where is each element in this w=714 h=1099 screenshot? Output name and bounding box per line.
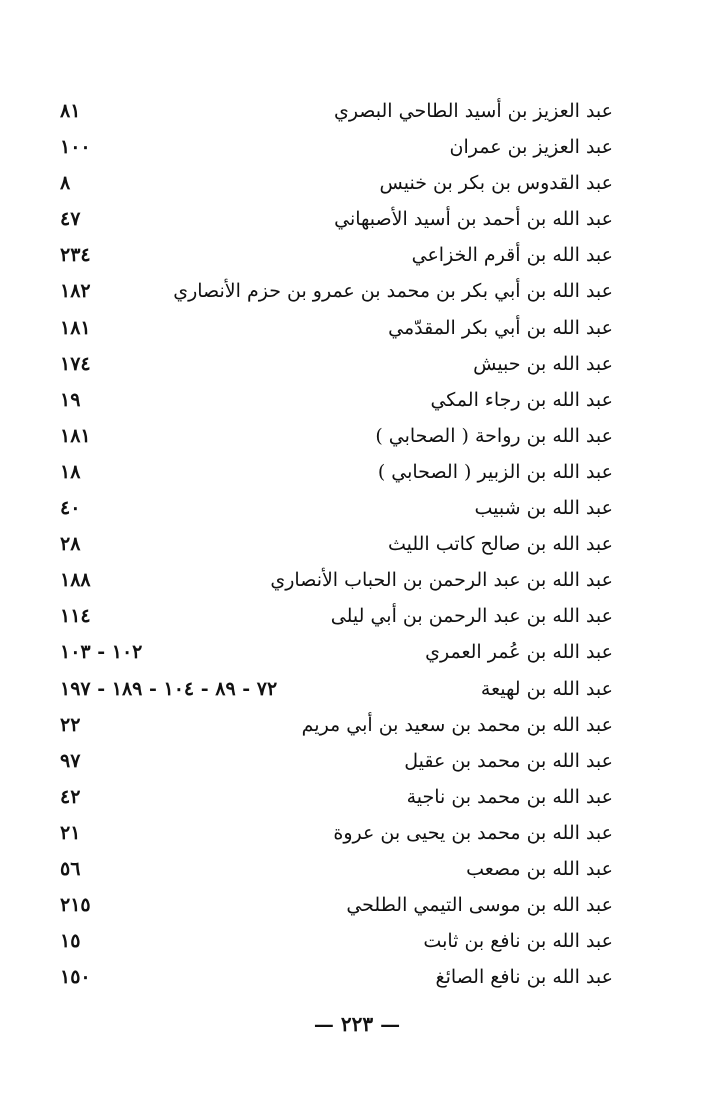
entry-page-numbers: ٧٢ - ٨٩ - ١٠٤ - ١٨٩ - ١٩٧	[60, 677, 278, 700]
entry-name: عبد الله بن حبيش	[473, 352, 613, 375]
index-entry	[60, 310, 613, 346]
entry-page-numbers: ٩٧	[60, 749, 81, 772]
index-entry	[60, 454, 613, 490]
entry-name: عبد الله بن عبد الرحمن بن الحباب الأنصاري	[270, 569, 613, 592]
entry-page-numbers: ١٨٢	[60, 280, 91, 303]
entry-name: عبد الله بن رواحة ( الصحابي )	[375, 424, 613, 447]
index-entry	[60, 671, 613, 707]
entry-name: عبد الله بن محمد بن سعيد بن أبي مريم	[301, 713, 613, 736]
index-entry	[60, 743, 613, 779]
entry-name: عبد الله بن محمد بن ناجية	[406, 785, 613, 808]
index-entries-list	[60, 93, 613, 995]
entry-name: عبد الله بن لهيعة	[480, 677, 613, 700]
entry-name: عبد الله بن أبي بكر المقدّمي	[388, 316, 613, 339]
entry-name: عبد الله بن محمد بن يحيى بن عروة	[333, 821, 613, 844]
entry-page-numbers: ٢٣٤	[60, 244, 91, 267]
index-entry	[60, 346, 613, 382]
entry-name: عبد الله بن أحمد بن أسيد الأصبهاني	[334, 208, 613, 231]
index-entry	[60, 93, 613, 129]
entry-page-numbers: ١٨١	[60, 424, 91, 447]
entry-page-numbers: ١٥	[60, 930, 81, 953]
index-entry	[60, 418, 613, 454]
entry-name: عبد الله بن نافع بن ثابت	[423, 930, 613, 953]
entry-page-numbers: ٢١	[60, 821, 81, 844]
entry-page-numbers: ١١٤	[60, 605, 91, 628]
entry-name: عبد الله بن شبيب	[474, 497, 613, 520]
entry-name: عبد القدوس بن بكر بن خنيس	[379, 172, 613, 195]
index-entry	[60, 562, 613, 598]
entry-page-numbers: ١٩	[60, 388, 81, 411]
index-entry	[60, 598, 613, 634]
index-entry	[60, 273, 613, 309]
index-entry	[60, 815, 613, 851]
entry-page-numbers: ٢٨	[60, 533, 81, 556]
index-entry	[60, 382, 613, 418]
entry-name: عبد الله بن عبد الرحمن بن أبي ليلى	[330, 605, 613, 628]
entry-page-numbers: ٢١٥	[60, 894, 91, 917]
entry-page-numbers: ١٨	[60, 460, 81, 483]
entry-page-numbers: ١٠٢ - ١٠٣	[60, 641, 143, 664]
index-entry	[60, 959, 613, 995]
entry-page-numbers: ١٠٠	[60, 136, 91, 159]
entry-page-numbers: ٨١	[60, 100, 81, 122]
index-entry	[60, 165, 613, 201]
entry-page-numbers: ٥٦	[60, 857, 81, 880]
entry-name: عبد الله بن موسى التيمي الطلحي	[346, 894, 613, 917]
entry-page-numbers: ٤٠	[60, 497, 81, 520]
index-entry	[60, 237, 613, 273]
entry-name: عبد الله بن عُمر العمري	[425, 641, 613, 664]
index-entry	[60, 526, 613, 562]
page-number: — ٢٢٣ —	[313, 1012, 401, 1036]
entry-name: عبد الله بن نافع الصائغ	[435, 966, 613, 989]
entry-page-numbers: ١٨١	[60, 316, 91, 339]
entry-page-numbers: ١٥٠	[60, 966, 91, 989]
entry-name: عبد العزيز بن أسيد الطاحي البصري	[333, 100, 613, 122]
index-entry	[60, 634, 613, 670]
index-entry	[60, 779, 613, 815]
index-entry	[60, 707, 613, 743]
entry-name: عبد الله بن الزبير ( الصحابي )	[377, 460, 613, 483]
entry-name: عبد الله بن أبي بكر بن محمد بن عمرو بن حزم الأنصاري	[173, 280, 613, 303]
entry-page-numbers: ١٧٤	[60, 352, 91, 375]
entry-name: عبد الله بن أقرم الخزاعي	[411, 244, 613, 267]
entry-page-numbers: ٨	[60, 172, 71, 195]
entry-name: عبد الله بن محمد بن عقيل	[404, 749, 613, 772]
entry-name: عبد الله بن صالح كاتب الليث	[387, 533, 613, 556]
entry-name: عبد الله بن مصعب	[466, 857, 613, 880]
index-entry	[60, 923, 613, 959]
index-entry	[60, 201, 613, 237]
entry-page-numbers: ١٨٨	[60, 569, 91, 592]
entry-name: عبد الله بن رجاء المكي	[430, 388, 613, 411]
entry-page-numbers: ٤٢	[60, 785, 81, 808]
entry-page-numbers: ٤٧	[60, 208, 81, 231]
entry-page-numbers: ٢٢	[60, 713, 81, 736]
entry-name: عبد العزيز بن عمران	[449, 136, 613, 159]
index-entry	[60, 887, 613, 923]
index-entry	[60, 851, 613, 887]
index-entry	[60, 490, 613, 526]
index-entry	[60, 129, 613, 165]
